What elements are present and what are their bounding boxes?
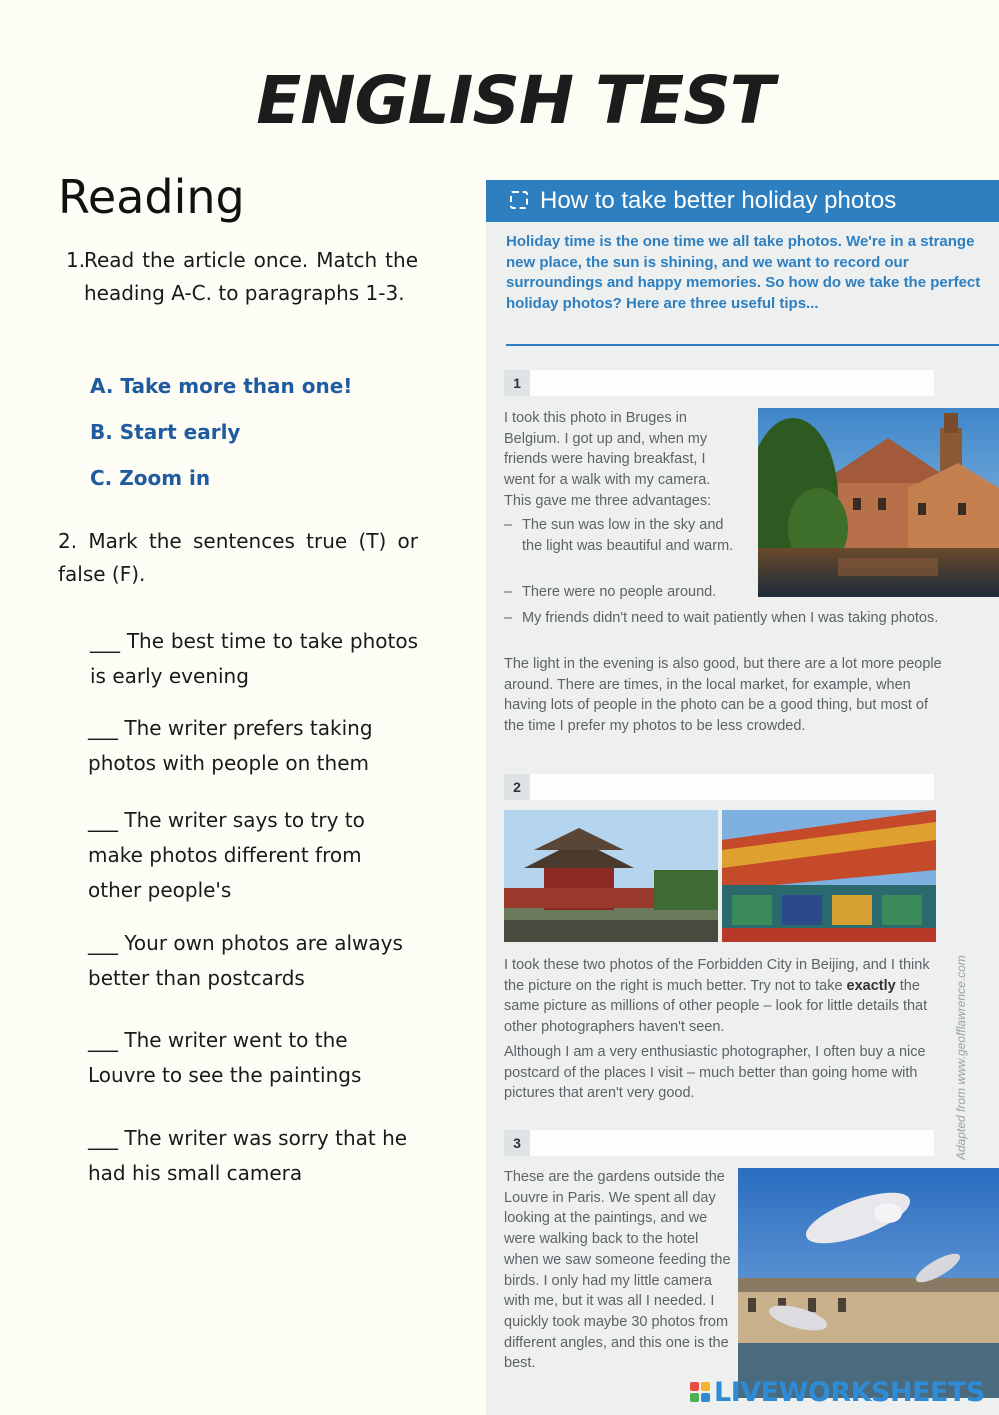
article-header (486, 180, 999, 222)
section-2-paragraph-2: Although I am a very enthusiastic photographer, I often buy a nice postcard of the places I visit – much better than going home with pictures that aren't very good. (504, 1044, 926, 1102)
statement-2: ___ The writer prefers taking photos with people on them (88, 716, 373, 775)
liveworksheets-text: LIVEWORKSHEETS (714, 1376, 985, 1408)
camera-frame-icon (510, 191, 528, 209)
statement-6: ___ The writer was sorry that he had his small camera (88, 1126, 408, 1185)
bruges-photo (758, 408, 999, 597)
louvre-gardens-photo (738, 1168, 999, 1398)
section-3-number: 3 (504, 1130, 530, 1156)
question-2-text: 2. Mark the sentences true (T) or false (F). (58, 529, 418, 586)
section-1-bullet-1: – The sun was low in the sky and the light was beautiful and warm. (504, 517, 734, 554)
heading-option-a: A. Take more than one! (90, 374, 353, 398)
section-2-paragraph-1: I took these two photos of the Forbidden City in Beijing, and I think the picture on the right is much better. Try not to take exactly the same picture as millions of other people – look for little details that other photographers haven't seen. (504, 957, 930, 1036)
section-2-number: 2 (504, 774, 530, 800)
statement-3: ___ The writer says to try to make photos different from other people's (88, 808, 365, 902)
article-scan (486, 180, 999, 1415)
article-header-title: How to take better holiday photos (540, 187, 897, 214)
question-1-text: Read the article once. Match the heading A-C. to paragraphs 1-3. (84, 248, 418, 305)
section-1-paragraph-2: The light in the evening is also good, but there are a lot more people around. There are times, in the local market, for example, when having lots of people in the photo can be a good thing, but most of the time I prefer my photos to be less crowded. (504, 656, 942, 735)
page-title: ENGLISH TEST (256, 62, 774, 139)
forbidden-city-photo-right (722, 810, 936, 942)
liveworksheets-watermark (690, 1376, 985, 1408)
section-3-bar (504, 1130, 934, 1156)
section-1-bullet-3: – My friends didn't need to wait patiently when I was taking photos. (504, 610, 939, 626)
section-1-paragraph-1: I took this photo in Bruges in Belgium. I got up and, when my friends were having breakfast, I went for a walk with my camera. This gave me three advantages: (504, 410, 712, 509)
section-1-number: 1 (504, 370, 530, 396)
heading-option-c: C. Zoom in (90, 466, 211, 490)
statement-1: ___ The best time to take photos is early evening (90, 629, 418, 688)
divider (506, 344, 999, 346)
forbidden-city-photo-left (504, 810, 718, 942)
statement-4: ___ Your own photos are always better than postcards (88, 931, 403, 990)
source-credit: Adapted from www.geofflawrence.com (954, 955, 968, 1160)
article-intro: Holiday time is the one time we all take photos. We're in a strange new place, the sun is shining, and we want to record our surroundings and happy memories. So how do we take the perfect holiday photos? Here are three useful tips... (506, 233, 981, 312)
section-1-bullet-2: – There were no people around. (504, 584, 717, 600)
question-1-number: 1. (66, 248, 86, 272)
question-1 (66, 244, 418, 310)
section-1-bar (504, 370, 934, 396)
liveworksheets-logo-icon (690, 1382, 710, 1402)
section-heading: Reading (58, 170, 245, 224)
section-3-paragraph-1: These are the gardens outside the Louvre in Paris. We spent all day looking at the paintings, and we were walking back to the hotel when we saw someone feeding the birds. I only had my little camera with me, but it was all I needed. I quickly took maybe 30 photos from different angles, and this one is the best. (504, 1169, 731, 1372)
statement-5: ___ The writer went to the Louvre to see the paintings (88, 1028, 362, 1087)
heading-option-b: B. Start early (90, 420, 241, 444)
section-2-bar (504, 774, 934, 800)
